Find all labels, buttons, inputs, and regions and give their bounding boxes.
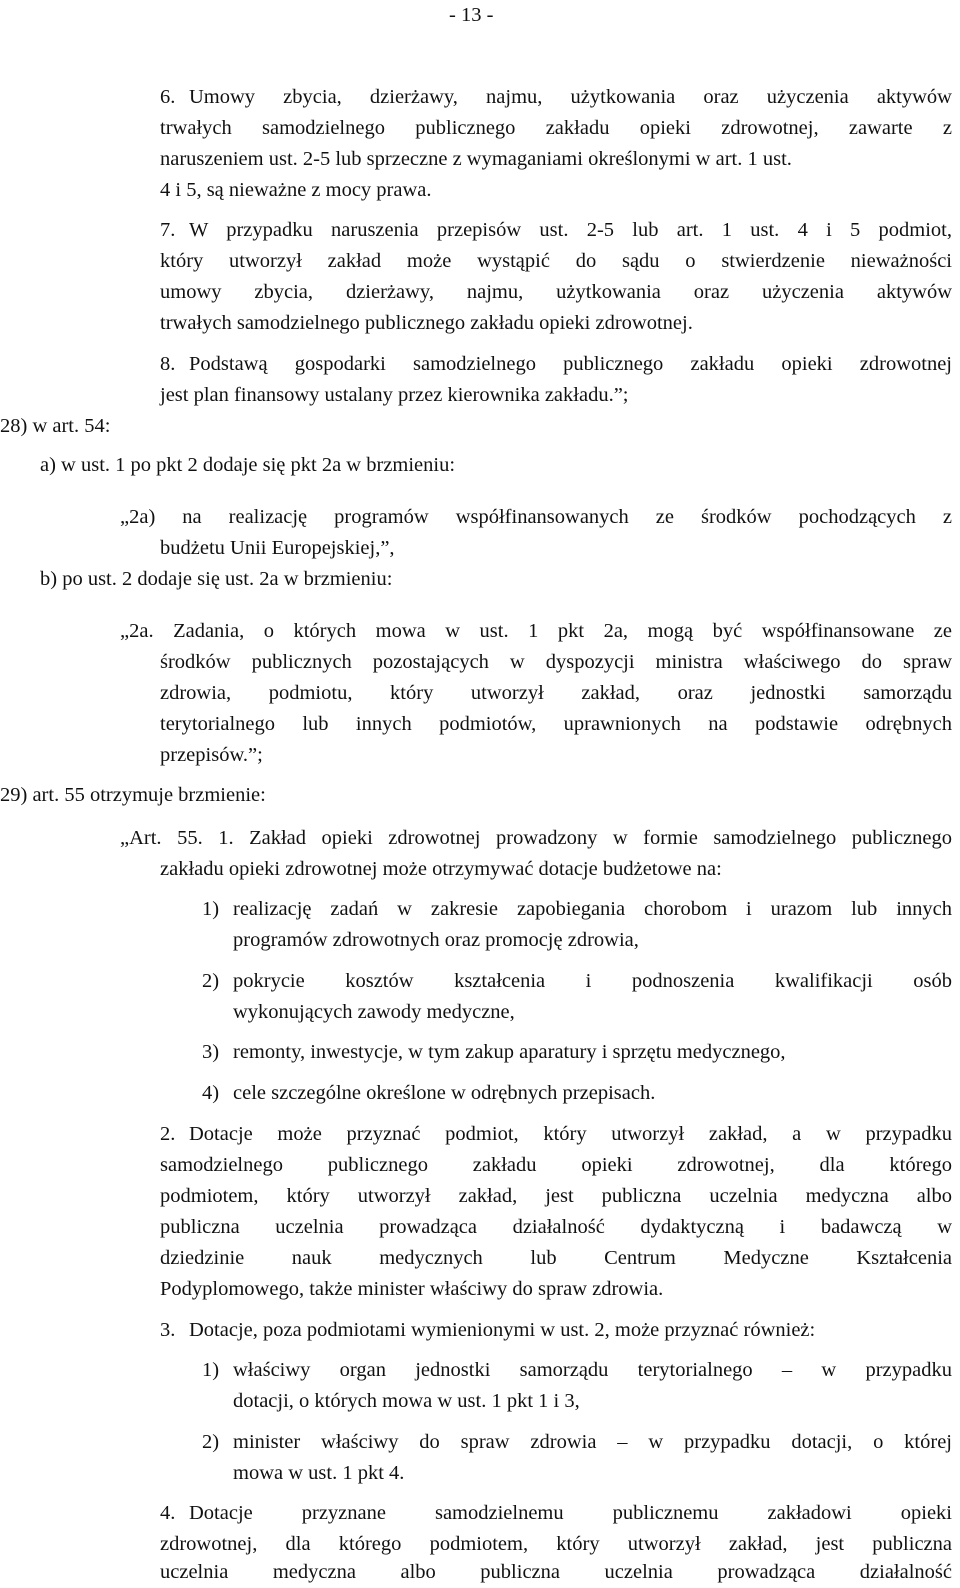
p8-line-1: Podstawą gospodarki samodzielnego publicznego zakładu opieki zdrowotnej	[189, 353, 952, 375]
item-28-heading: 28) w art. 54:	[0, 415, 111, 437]
p6-line-2: trwałych samodzielnego publicznego zakładu opieki zdrowotnej, zawarte z	[160, 117, 952, 139]
item-28b-line-1: „2a. Zadania, o których mowa w ust. 1 pkt 2a, mogą być współfinansowane ze	[120, 620, 952, 642]
ust1-point-2-number: 2)	[202, 970, 220, 992]
item-28b-line-2: środków publicznych pozostających w dyspozycji ministra właściwego do spraw	[160, 651, 952, 673]
ust4-line-1: Dotacje przyznane samodzielnemu publicznemu zakładowi opieki	[189, 1502, 952, 1524]
item-28a-heading: a) w ust. 1 po pkt 2 dodaje się pkt 2a w brzmieniu:	[40, 454, 456, 476]
item-28b-line-3: zdrowia, podmiotu, który utworzył zakład, oraz jednostki samorządu	[160, 682, 952, 704]
ust3-point-2-line-1: minister właściwy do spraw zdrowia – w przypadku dotacji, o której	[233, 1431, 952, 1453]
ust1-point-4-line-1: cele szczególne określone w odrębnych przepisach.	[233, 1082, 656, 1104]
ust1-point-3-line-1: remonty, inwestycje, w tym zakup aparatury i sprzętu medycznego,	[233, 1041, 786, 1063]
p8-number: 8.	[160, 353, 176, 375]
ust3-point-1-line-2: dotacji, o których mowa w ust. 1 pkt 1 i 3,	[233, 1390, 580, 1412]
p6-line-1: Umowy zbycia, dzierżawy, najmu, użytkowania oraz użyczenia aktywów	[189, 86, 952, 108]
ust1-point-1-line-2: programów zdrowotnych oraz promocję zdrowia,	[233, 929, 639, 951]
p7-number: 7.	[160, 219, 176, 241]
item-28a-line-1: „2a) na realizację programów współfinansowanych ze środków pochodzących z	[120, 506, 952, 528]
ust1-point-4-number: 4)	[202, 1082, 220, 1104]
ust3-number: 3.	[160, 1319, 176, 1341]
ust4-number: 4.	[160, 1502, 176, 1524]
ust3-point-2-line-2: mowa w ust. 1 pkt 4.	[233, 1462, 405, 1484]
page-number: - 13 -	[449, 4, 494, 26]
ust4-line-3: uczelnia medyczna albo publiczna uczelnia prowadząca działalność	[160, 1561, 952, 1583]
p7-line-1: W przypadku naruszenia przepisów ust. 2-5 lub art. 1 ust. 4 i 5 podmiot,	[189, 219, 952, 241]
ust1-point-2-line-2: wykonujących zawody medyczne,	[233, 1001, 515, 1023]
ust3-point-1-number: 1)	[202, 1359, 220, 1381]
ust3-point-2-number: 2)	[202, 1431, 220, 1453]
p8-line-2: jest plan finansowy ustalany przez kierownika zakładu.”;	[160, 384, 629, 406]
item-28b-heading: b) po ust. 2 dodaje się ust. 2a w brzmieniu:	[40, 568, 393, 590]
ust2-line-5: dziedzinie nauk medycznych lub Centrum Medyczne Kształcenia	[160, 1247, 952, 1269]
item-29-heading: 29) art. 55 otrzymuje brzmienie:	[0, 784, 266, 806]
item-28a-line-2: budżetu Unii Europejskiej,”,	[160, 537, 395, 559]
ust3-line-1: Dotacje, poza podmiotami wymienionymi w ust. 2, może przyznać również:	[189, 1319, 816, 1341]
art-55-line-2: zakładu opieki zdrowotnej może otrzymywać dotacje budżetowe na:	[160, 858, 722, 880]
ust1-point-2-line-1: pokrycie kosztów kształcenia i podnoszenia kwalifikacji osób	[233, 970, 952, 992]
p6-number: 6.	[160, 86, 176, 108]
ust2-line-1: Dotacje może przyznać podmiot, który utworzył zakład, a w przypadku	[189, 1123, 952, 1145]
ust1-point-1-line-1: realizację zadań w zakresie zapobiegania chorobom i urazom lub innych	[233, 898, 952, 920]
p7-line-4: trwałych samodzielnego publicznego zakładu opieki zdrowotnej.	[160, 312, 693, 334]
p6-line-4: 4 i 5, są nieważne z mocy prawa.	[160, 179, 432, 201]
ust2-number: 2.	[160, 1123, 176, 1145]
ust2-line-6: Podyplomowego, także minister właściwy do spraw zdrowia.	[160, 1278, 664, 1300]
p6-line-3: naruszeniem ust. 2-5 lub sprzeczne z wymaganiami określonymi w art. 1 ust.	[160, 148, 792, 170]
ust4-line-2: zdrowotnej, dla którego podmiotem, który utworzył zakład, jest publiczna	[160, 1533, 952, 1555]
art-55-line-1: „Art. 55. 1. Zakład opieki zdrowotnej prowadzony w formie samodzielnego publicznego	[120, 827, 952, 849]
item-28b-line-5: przepisów.”;	[160, 744, 263, 766]
ust2-line-2: samodzielnego publicznego zakładu opieki zdrowotnej, dla którego	[160, 1154, 952, 1176]
item-28b-line-4: terytorialnego lub innych podmiotów, uprawnionych na podstawie odrębnych	[160, 713, 952, 735]
ust2-line-3: podmiotem, który utworzył zakład, jest publiczna uczelnia medyczna albo	[160, 1185, 952, 1207]
p7-line-2: który utworzył zakład może wystąpić do sądu o stwierdzenie nieważności	[160, 250, 952, 272]
ust2-line-4: publiczna uczelnia prowadząca działalność dydaktyczną i badawczą w	[160, 1216, 952, 1238]
ust3-point-1-line-1: właściwy organ jednostki samorządu terytorialnego – w przypadku	[233, 1359, 952, 1381]
ust1-point-1-number: 1)	[202, 898, 220, 920]
p7-line-3: umowy zbycia, dzierżawy, najmu, użytkowania oraz użyczenia aktywów	[160, 281, 952, 303]
ust1-point-3-number: 3)	[202, 1041, 220, 1063]
